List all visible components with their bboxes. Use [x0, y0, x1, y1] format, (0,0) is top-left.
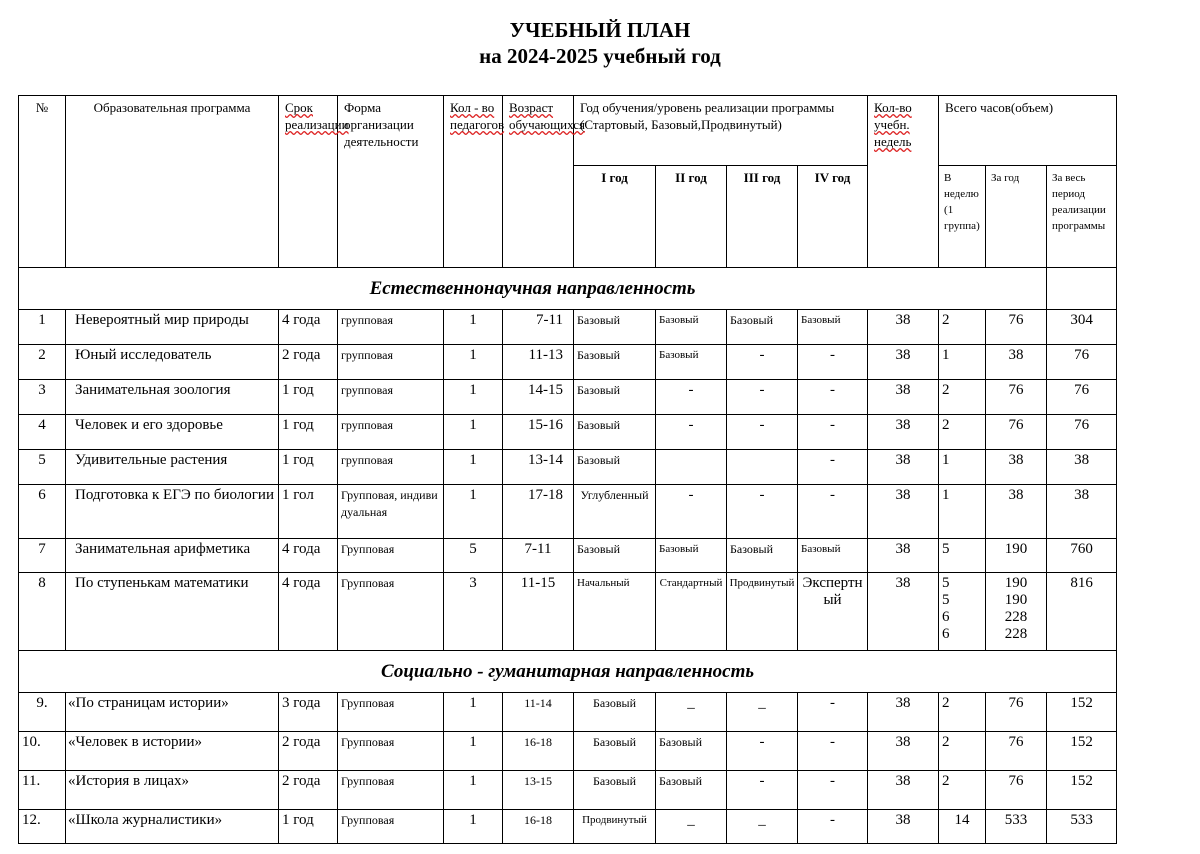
- cell-total: 76: [1047, 415, 1117, 450]
- cell-num: 9.: [19, 693, 66, 732]
- cell-year1: Углубленный: [574, 485, 656, 539]
- header-year-level-sub: (Стартовый, Базовый,Продвинутый): [580, 117, 782, 132]
- cell-age: 7-11: [503, 539, 574, 573]
- cell-year3: -: [727, 345, 798, 380]
- cell-teachers: 1: [444, 485, 503, 539]
- header-hours-total: Всего часов(объем): [939, 96, 1117, 166]
- cell-year1: Базовый: [574, 732, 656, 771]
- cell-form: групповая: [338, 310, 444, 345]
- cell-year4: Экспертный: [798, 573, 868, 651]
- cell-weeks: 38: [868, 573, 939, 651]
- cell-age: 13-14: [503, 450, 574, 485]
- cell-term: 2 года: [279, 345, 338, 380]
- cell-year2: _: [656, 693, 727, 732]
- cell-num: 7: [19, 539, 66, 573]
- header-term: Срок реализации: [279, 96, 338, 268]
- cell-year2: Базовый: [656, 539, 727, 573]
- table-row: [19, 450, 1117, 485]
- cell-weeks: 38: [868, 380, 939, 415]
- cell-week-hours: 1: [939, 485, 986, 539]
- cell-week-hours: 14: [939, 810, 986, 844]
- cell-week-hours-list: [939, 573, 986, 651]
- cell-year4: -: [798, 345, 868, 380]
- header-year4: IV год: [798, 166, 868, 268]
- cell-term: 1 год: [279, 810, 338, 844]
- cell-total: 304: [1047, 310, 1117, 345]
- cell-weeks: 38: [868, 539, 939, 573]
- cell-year4: Базовый: [798, 310, 868, 345]
- cell-week-hours: 2: [939, 771, 986, 810]
- cell-year-hours: 76: [986, 771, 1047, 810]
- cell-age: 16-18: [503, 732, 574, 771]
- cell-total: 816: [1047, 573, 1117, 651]
- week-hours-item: 6: [942, 626, 950, 642]
- cell-form: Групповая: [338, 732, 444, 771]
- cell-year4: -: [798, 810, 868, 844]
- cell-program: Занимательная зоология: [66, 380, 279, 415]
- cell-program: «История в лицах»: [66, 771, 279, 810]
- cell-term: 3 года: [279, 693, 338, 732]
- table-row: [19, 732, 1117, 771]
- cell-weeks: 38: [868, 415, 939, 450]
- cell-age: 11-14: [503, 693, 574, 732]
- table-row: [19, 485, 1117, 539]
- cell-year4: Базовый: [798, 539, 868, 573]
- cell-year4: -: [798, 415, 868, 450]
- section-natural: Естественнонаучная направленность: [19, 268, 1047, 310]
- cell-program: Занимательная арифметика: [66, 539, 279, 573]
- cell-year2: Базовый: [656, 771, 727, 810]
- cell-weeks: 38: [868, 810, 939, 844]
- cell-weeks: 38: [868, 345, 939, 380]
- cell-teachers: 1: [444, 810, 503, 844]
- cell-program: Удивительные растения: [66, 450, 279, 485]
- cell-age: 14-15: [503, 380, 574, 415]
- cell-year4: -: [798, 693, 868, 732]
- cell-year-hours: 76: [986, 693, 1047, 732]
- cell-year3: -: [727, 732, 798, 771]
- cell-week-hours: 2: [939, 310, 986, 345]
- cell-year3: Продвинутый: [727, 573, 798, 651]
- cell-age: 7-11: [503, 310, 574, 345]
- cell-term: 4 года: [279, 310, 338, 345]
- year-hours-item: 190: [1004, 575, 1028, 591]
- cell-age: 13-15: [503, 771, 574, 810]
- cell-form: Групповая: [338, 810, 444, 844]
- cell-year1: Продвинутый: [574, 810, 656, 844]
- cell-num: 2: [19, 345, 66, 380]
- table-row: [19, 573, 1117, 651]
- cell-num: 11.: [19, 771, 66, 810]
- cell-form: Групповая: [338, 693, 444, 732]
- cell-num: 5: [19, 450, 66, 485]
- cell-year-hours: 76: [986, 732, 1047, 771]
- cell-age: 11-13: [503, 345, 574, 380]
- cell-year4: -: [798, 450, 868, 485]
- cell-year2: Стандартный: [656, 573, 727, 651]
- table-row: [19, 345, 1117, 380]
- header-weeks: Кол-во учебн. недель: [868, 96, 939, 268]
- cell-teachers: 1: [444, 345, 503, 380]
- header-age: Возраст обучающихся: [503, 96, 574, 268]
- header-per-year: За год: [986, 166, 1047, 268]
- cell-num: 12.: [19, 810, 66, 844]
- cell-weeks: 38: [868, 771, 939, 810]
- cell-teachers: 3: [444, 573, 503, 651]
- cell-num: 10.: [19, 732, 66, 771]
- cell-year-hours: 76: [986, 380, 1047, 415]
- week-hours-item: 5: [942, 575, 950, 591]
- cell-form: Групповая: [338, 573, 444, 651]
- header-year1: I год: [574, 166, 656, 268]
- cell-year-hours-list: [986, 573, 1047, 651]
- cell-weeks: 38: [868, 693, 939, 732]
- cell-year1: Базовый: [574, 771, 656, 810]
- cell-total: 760: [1047, 539, 1117, 573]
- cell-year3: [727, 450, 798, 485]
- cell-week-hours: 5: [939, 539, 986, 573]
- cell-year1: Базовый: [574, 693, 656, 732]
- cell-year3: -: [727, 415, 798, 450]
- cell-year3: Базовый: [727, 310, 798, 345]
- cell-year-hours: 38: [986, 450, 1047, 485]
- cell-term: 1 гол: [279, 485, 338, 539]
- cell-year3: _: [727, 810, 798, 844]
- table-row: [19, 539, 1117, 573]
- cell-year1: Базовый: [574, 345, 656, 380]
- cell-year1: Базовый: [574, 310, 656, 345]
- cell-weeks: 38: [868, 485, 939, 539]
- cell-weeks: 38: [868, 450, 939, 485]
- week-hours-item: 5: [942, 592, 950, 608]
- cell-year4: -: [798, 771, 868, 810]
- cell-week-hours: 2: [939, 415, 986, 450]
- cell-program: По ступенькам математики: [66, 573, 279, 651]
- year-hours-item: 228: [1004, 626, 1028, 642]
- cell-term: 1 год: [279, 380, 338, 415]
- cell-year4: -: [798, 380, 868, 415]
- cell-program: Человек и его здоровье: [66, 415, 279, 450]
- section-row: [19, 268, 1117, 310]
- cell-form: групповая: [338, 450, 444, 485]
- cell-year2: Базовый: [656, 732, 727, 771]
- cell-total: 76: [1047, 380, 1117, 415]
- cell-year4: -: [798, 732, 868, 771]
- cell-week-hours: 1: [939, 345, 986, 380]
- cell-num: 6: [19, 485, 66, 539]
- cell-year2: -: [656, 380, 727, 415]
- cell-year1: Базовый: [574, 539, 656, 573]
- cell-program: «По страницам истории»: [66, 693, 279, 732]
- cell-num: 8: [19, 573, 66, 651]
- cell-year2: -: [656, 415, 727, 450]
- cell-term: 4 года: [279, 573, 338, 651]
- cell-week-hours: 1: [939, 450, 986, 485]
- cell-program: «Школа журналистики»: [66, 810, 279, 844]
- cell-term: 2 года: [279, 732, 338, 771]
- cell-total: 38: [1047, 450, 1117, 485]
- cell-year1: Базовый: [574, 415, 656, 450]
- section-row: [19, 651, 1117, 693]
- table-row: [19, 810, 1117, 844]
- cell-weeks: 38: [868, 732, 939, 771]
- cell-program: Подготовка к ЕГЭ по биологии: [66, 485, 279, 539]
- cell-total: 152: [1047, 693, 1117, 732]
- cell-teachers: 1: [444, 771, 503, 810]
- cell-year1: Базовый: [574, 380, 656, 415]
- cell-year3: -: [727, 771, 798, 810]
- header-per-week: В неделю (1 группа): [939, 166, 986, 268]
- cell-year3: _: [727, 693, 798, 732]
- cell-form: групповая: [338, 345, 444, 380]
- header-form: Форма организации деятельности: [338, 96, 444, 268]
- cell-year-hours: 533: [986, 810, 1047, 844]
- cell-age: 17-18: [503, 485, 574, 539]
- section-social: Социально - гуманитарная направленность: [19, 651, 1117, 693]
- cell-num: 3: [19, 380, 66, 415]
- cell-teachers: 1: [444, 732, 503, 771]
- header-teachers: Кол - во педагогов: [444, 96, 503, 268]
- cell-teachers: 1: [444, 310, 503, 345]
- cell-age: 16-18: [503, 810, 574, 844]
- page-subtitle: на 2024-2025 учебный год: [479, 44, 721, 68]
- cell-year-hours: 76: [986, 415, 1047, 450]
- cell-program: Невероятный мир природы: [66, 310, 279, 345]
- table-row: [19, 310, 1117, 345]
- cell-week-hours: 2: [939, 732, 986, 771]
- cell-teachers: 1: [444, 380, 503, 415]
- cell-year-hours: 38: [986, 485, 1047, 539]
- cell-total: 533: [1047, 810, 1117, 844]
- cell-form: групповая: [338, 380, 444, 415]
- table-row: [19, 380, 1117, 415]
- cell-week-hours: 2: [939, 693, 986, 732]
- cell-year-hours: 190: [986, 539, 1047, 573]
- page-title: УЧЕБНЫЙ ПЛАН: [509, 18, 691, 42]
- cell-year2: -: [656, 485, 727, 539]
- cell-year2: _: [656, 810, 727, 844]
- header-year2: II год: [656, 166, 727, 268]
- cell-year3: Базовый: [727, 539, 798, 573]
- cell-form: Групповая, индивидуальная: [338, 485, 444, 539]
- header-row: [19, 96, 1117, 166]
- week-hours-item: 6: [942, 609, 950, 625]
- cell-age: 15-16: [503, 415, 574, 450]
- cell-weeks: 38: [868, 310, 939, 345]
- cell-total: 152: [1047, 732, 1117, 771]
- cell-teachers: 1: [444, 415, 503, 450]
- cell-total: 152: [1047, 771, 1117, 810]
- cell-form: Групповая: [338, 539, 444, 573]
- header-per-period: За весь период реализации программы: [1047, 166, 1117, 268]
- header-year3: III год: [727, 166, 798, 268]
- year-hours-item: 190: [1004, 592, 1028, 608]
- cell-form: групповая: [338, 415, 444, 450]
- cell-num: 1: [19, 310, 66, 345]
- curriculum-table: [18, 95, 1117, 844]
- cell-teachers: 1: [444, 693, 503, 732]
- cell-week-hours: 2: [939, 380, 986, 415]
- header-year-level: Год обучения/уровень реализации программы (Стартовый, Базовый,Продвинутый): [574, 96, 868, 166]
- cell-year3: -: [727, 380, 798, 415]
- table-row: [19, 771, 1117, 810]
- cell-year4: -: [798, 485, 868, 539]
- header-program: Образовательная программа: [66, 96, 279, 268]
- cell-program: Юный исследователь: [66, 345, 279, 380]
- cell-year3: -: [727, 485, 798, 539]
- cell-term: 2 года: [279, 771, 338, 810]
- year-hours-item: 228: [1004, 609, 1028, 625]
- cell-total: 38: [1047, 485, 1117, 539]
- cell-term: 1 год: [279, 415, 338, 450]
- cell-year2: Базовый: [656, 345, 727, 380]
- header-num: №: [19, 96, 66, 268]
- table-row: [19, 693, 1117, 732]
- cell-age: 11-15: [503, 573, 574, 651]
- cell-year1: Начальный: [574, 573, 656, 651]
- cell-teachers: 5: [444, 539, 503, 573]
- cell-year1: Базовый: [574, 450, 656, 485]
- cell-form: Групповая: [338, 771, 444, 810]
- cell-term: 1 год: [279, 450, 338, 485]
- cell-year2: Базовый: [656, 310, 727, 345]
- cell-num: 4: [19, 415, 66, 450]
- table-row: [19, 415, 1117, 450]
- cell-year-hours: 76: [986, 310, 1047, 345]
- cell-total: 76: [1047, 345, 1117, 380]
- cell-teachers: 1: [444, 450, 503, 485]
- cell-year2: [656, 450, 727, 485]
- cell-program: «Человек в истории»: [66, 732, 279, 771]
- cell-year-hours: 38: [986, 345, 1047, 380]
- cell-term: 4 года: [279, 539, 338, 573]
